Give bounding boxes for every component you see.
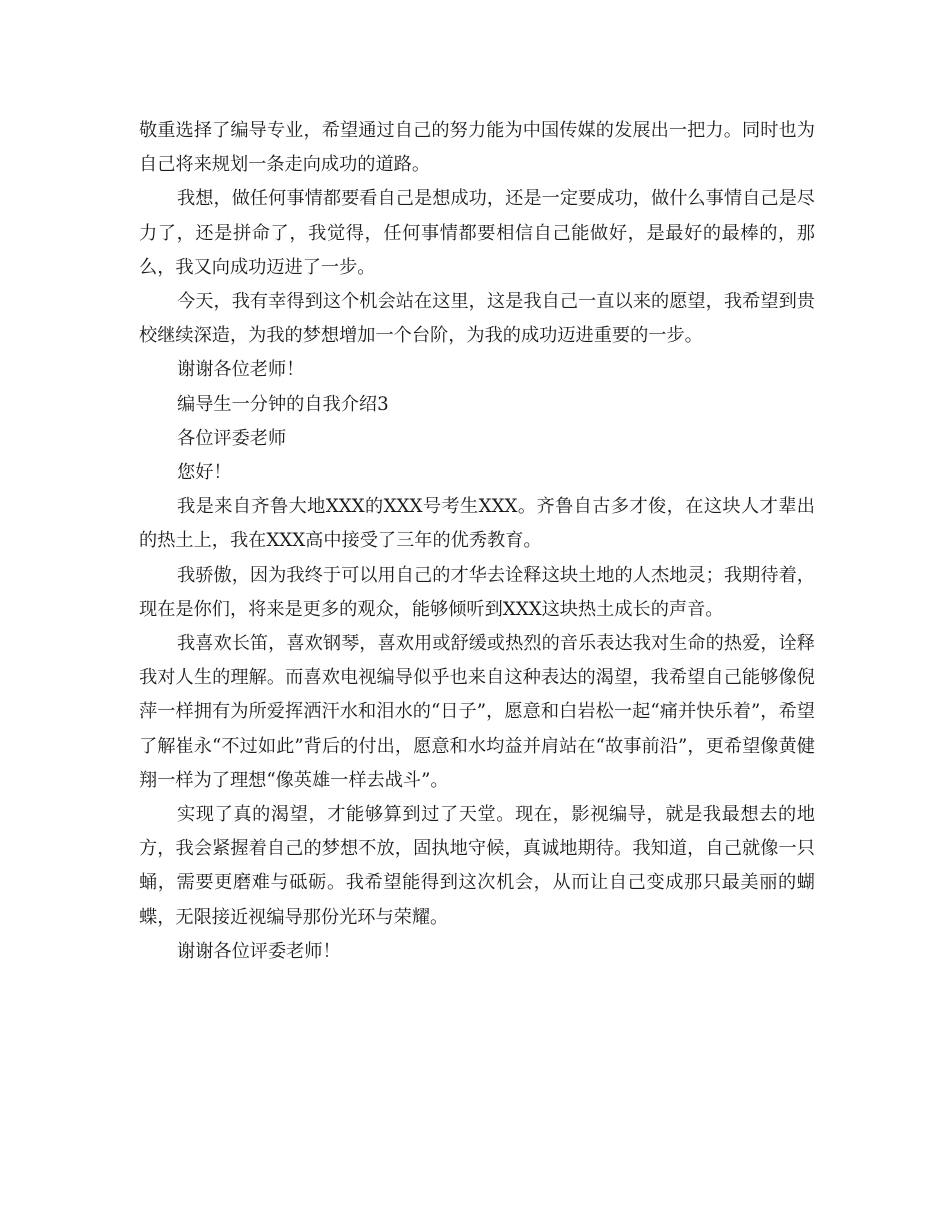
paragraph: 今天，我有幸得到这个机会站在这里，这是我自己一直以来的愿望，我希望到贵校继续深造，为我的梦想增加一个台阶，为我的成功迈进重要的一步。 xyxy=(139,291,815,347)
paragraph: 我是来自齐鲁大地XXX的XXX号考生XXX。齐鲁自古多才俊，在这块人才辈出的热土上，我在XXX高中接受了三年的优秀教育。 xyxy=(139,496,815,552)
paragraph: 我骄傲，因为我终于可以用自己的才华去诠释这块土地的人杰地灵；我期待着，现在是你们，将来是更多的观众，能够倾听到XXX这块热土成长的声音。 xyxy=(139,564,815,620)
salutation: 各位评委老师 xyxy=(177,427,287,449)
paragraph-continuation: 敬重选择了编导专业，希望通过自己的努力能为中国传媒的发展出一把力。同时也为自己将来规划一条走向成功的道路。 xyxy=(139,120,815,176)
closing-thanks: 谢谢各位老师！ xyxy=(177,359,305,381)
paragraph: 实现了真的渴望，才能够算到过了天堂。现在，影视编导，就是我最想去的地方，我会紧握着自己的梦想不放，固执地守候，真诚地期待。我知道，自己就像一只蛹，需要更磨难与砥砺。我希望能得到这次机会，从而让自己变成那只最美丽的蝴蝶，无限接近视编导那份光环与荣耀。 xyxy=(139,804,815,928)
section-title: 编导生一分钟的自我介绍3 xyxy=(177,393,389,415)
paragraph: 我想，做任何事情都要看自己是想成功，还是一定要成功，做什么事情自己是尽力了，还是拼命了，我觉得，任何事情都要相信自己能做好，是最好的最棒的，那么，我又向成功迈进了一步。 xyxy=(139,188,815,278)
document-body xyxy=(139,114,815,969)
paragraph: 我喜欢长笛，喜欢钢琴，喜欢用或舒缓或热烈的音乐表达我对生命的热爱，诠释我对人生的理解。而喜欢电视编导似乎也来自这种表达的渴望，我希望自己能够像倪萍一样拥有为所爱挥洒汗水和泪水的“日子”，愿意和白岩松一起“痛并快乐着”，希望了解崔永“不过如此”背后的付出，愿意和水均益并肩站在“故事前沿”，更希望像黄健翔一样为了理想“像英雄一样去战斗”。 xyxy=(139,633,815,791)
greeting: 您好！ xyxy=(177,462,232,484)
closing-thanks: 谢谢各位评委老师！ xyxy=(177,940,341,962)
